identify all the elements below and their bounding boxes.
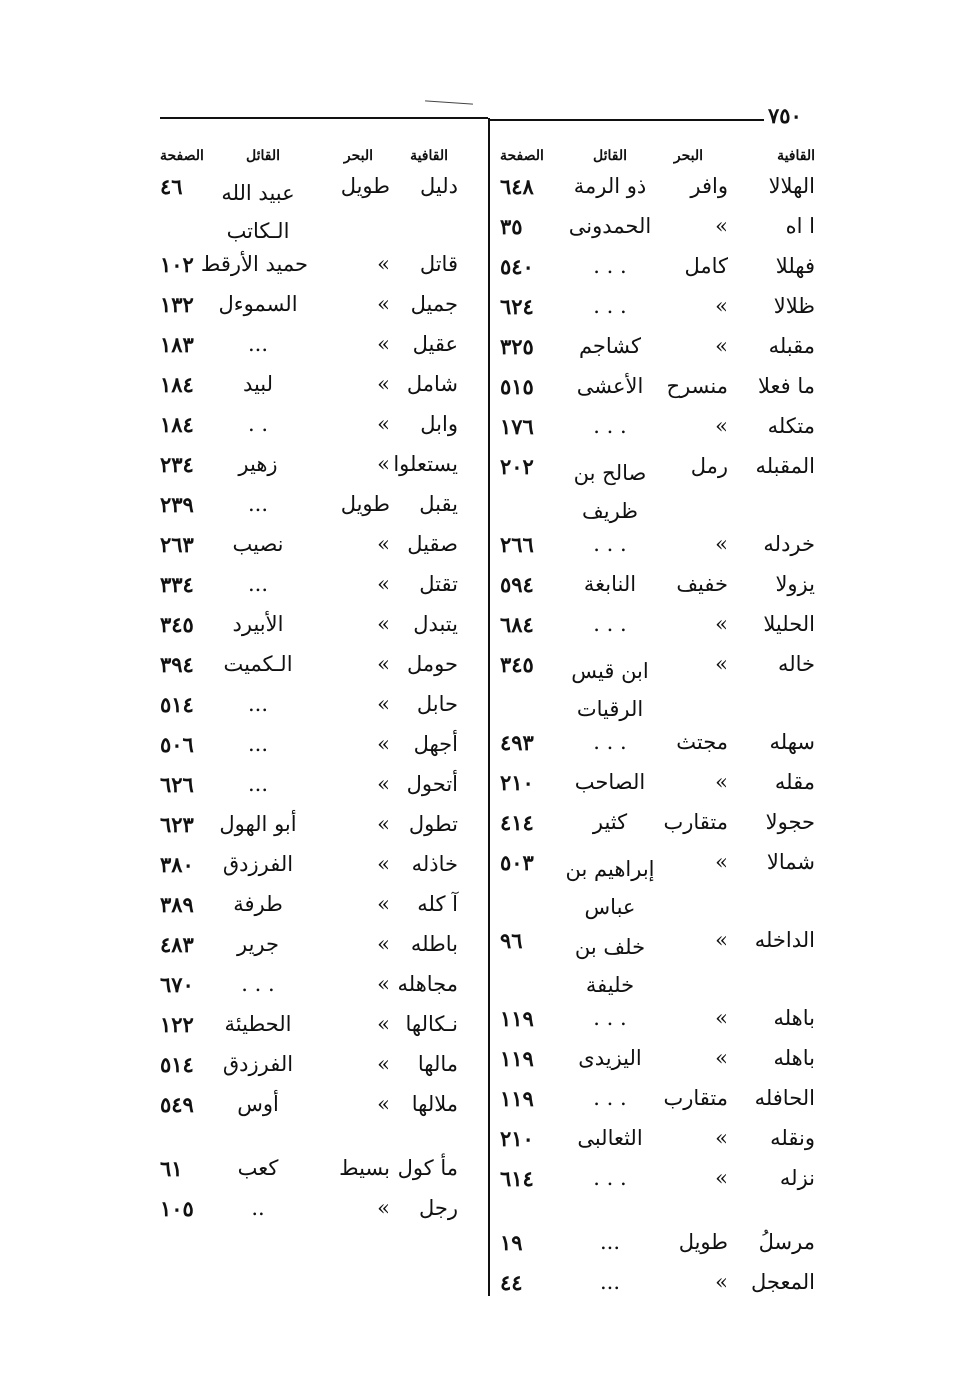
poet-cell: أوس <box>237 1092 279 1116</box>
meter-cell: » <box>715 214 728 238</box>
index-row <box>500 566 815 606</box>
index-row <box>160 366 478 406</box>
meter-cell: » <box>715 1166 728 1190</box>
poet-cell: جرير <box>237 932 279 956</box>
index-row <box>500 368 815 408</box>
index-row <box>160 1150 478 1190</box>
page-cell: ١٨٣ <box>160 332 194 357</box>
rhyme-cell: خاذله <box>411 852 458 876</box>
index-row <box>500 448 815 526</box>
poet-cell: اليزيدى <box>578 1046 642 1070</box>
rhyme-cell: نـكالها <box>405 1012 458 1036</box>
meter-cell: متقارب <box>663 810 728 834</box>
rhyme-cell: المقبله <box>755 454 815 478</box>
rhyme-cell: حابل <box>416 692 458 716</box>
page-cell: ٤٤ <box>500 1270 523 1295</box>
meter-cell: منسرح <box>666 374 728 398</box>
meter-cell: » <box>377 852 390 876</box>
index-row <box>500 408 815 448</box>
meter-cell: » <box>377 612 390 636</box>
meter-cell: » <box>715 414 728 438</box>
page-cell: ١١٩ <box>500 1086 534 1111</box>
poet-cell: . . . <box>241 972 275 996</box>
rhyme-cell: مقله <box>774 770 815 794</box>
poet-cell: ... <box>247 572 269 596</box>
page-cell: ١٢٢ <box>160 1012 194 1037</box>
page-cell: ٦٧٠ <box>160 972 194 997</box>
top-rule-mark <box>425 100 473 104</box>
poet-cell: ... <box>247 492 269 516</box>
index-row <box>500 328 815 368</box>
page-cell: ٥٤٠ <box>500 254 534 279</box>
page-cell: ٢٠٢ <box>500 454 534 479</box>
rhyme-cell: جميل <box>410 292 458 316</box>
index-row <box>500 208 815 248</box>
index-row <box>500 168 815 208</box>
index-row <box>160 766 478 806</box>
right-column-rows <box>500 168 815 1304</box>
meter-cell: وافر <box>690 174 728 198</box>
page-cell: ١١٩ <box>500 1046 534 1071</box>
left-column <box>160 142 478 1230</box>
meter-cell: » <box>715 294 728 318</box>
index-row <box>500 804 815 844</box>
meter-cell: » <box>377 452 390 476</box>
poet-cell: ... <box>247 332 269 356</box>
page-cell: ٦٨٤ <box>500 612 534 637</box>
page-cell: ٥٠٣ <box>500 850 534 875</box>
meter-cell: » <box>377 972 390 996</box>
index-row <box>160 886 478 926</box>
rhyme-cell: يتبدل <box>413 612 458 636</box>
meter-cell: » <box>715 652 728 676</box>
page-cell: ٣٩٤ <box>160 652 194 677</box>
rhyme-cell: ونقله <box>770 1126 815 1150</box>
meter-cell: » <box>377 1052 390 1076</box>
index-row <box>160 566 478 606</box>
index-row <box>160 806 478 846</box>
poet-cell: الأبيرد <box>232 612 284 636</box>
poet-cell: ... <box>247 732 269 756</box>
meter-cell: » <box>377 532 390 556</box>
page-cell: ٥١٤ <box>160 692 194 717</box>
poet-cell: كشاجم <box>578 334 642 358</box>
page-cell: ٣٤٥ <box>160 612 194 637</box>
rhyme-cell: سهله <box>769 730 815 754</box>
poet-cell: . . . <box>593 532 627 556</box>
meter-cell: » <box>377 572 390 596</box>
index-row <box>500 1120 815 1160</box>
poet-cell: ... <box>599 1230 621 1254</box>
rhyme-cell: أجهل <box>413 732 458 756</box>
page-cell: ٦٢٤ <box>500 294 534 319</box>
poet-cell: . . . <box>593 254 627 278</box>
meter-cell: متقارب <box>663 1086 728 1110</box>
poet-cell: الـكميت <box>223 652 293 676</box>
meter-cell: » <box>377 892 390 916</box>
rhyme-cell: ملالها <box>411 1092 458 1116</box>
page-cell: ١١٩ <box>500 1006 534 1031</box>
meter-cell: طويل <box>340 174 390 198</box>
poet-cell: الصاحب <box>574 770 646 794</box>
page-cell: ٥٠٦ <box>160 732 194 757</box>
poet-cell: زهير <box>238 452 278 476</box>
header-qail: القائل <box>592 148 627 164</box>
page-cell: ٤٦ <box>160 174 183 199</box>
header-qail: القائل <box>245 148 280 164</box>
index-row <box>160 606 478 646</box>
meter-cell: » <box>715 532 728 556</box>
index-row <box>160 926 478 966</box>
meter-cell: » <box>377 1012 390 1036</box>
poet-cell: ... <box>599 1270 621 1294</box>
index-row <box>160 286 478 326</box>
poet-cell: . . . <box>593 730 627 754</box>
rhyme-cell: ما فعلا <box>757 374 815 398</box>
page-cell: ٢٦٦ <box>500 532 534 557</box>
rhyme-cell: متكله <box>767 414 815 438</box>
index-row <box>160 1006 478 1046</box>
rhyme-cell: الهلالا <box>768 174 815 198</box>
meter-cell: مجتث <box>676 730 728 754</box>
rhyme-cell: حومل <box>407 652 458 676</box>
index-row <box>160 726 478 766</box>
rhyme-cell: وابل <box>420 412 458 436</box>
rhyme-cell: آ كله <box>417 892 458 916</box>
poet-cell: الثعالبى <box>577 1126 643 1150</box>
rhyme-cell: مأ كول <box>397 1156 458 1180</box>
header-bahr: البحر <box>673 148 703 164</box>
poet-cell: لبيد <box>242 372 274 396</box>
poet-cell: الأعشى <box>576 374 644 398</box>
page-number: ٧٥٠ <box>768 103 802 128</box>
index-row <box>160 1046 478 1086</box>
rhyme-cell: المعجل <box>751 1270 815 1294</box>
index-row <box>160 686 478 726</box>
rhyme-cell: باهله <box>773 1006 815 1030</box>
index-row <box>500 1224 815 1264</box>
poet-cell: . . . <box>593 1006 627 1030</box>
rhyme-cell: باهله <box>773 1046 815 1070</box>
rhyme-cell: تقتل <box>419 572 458 596</box>
rhyme-cell: الحافله <box>754 1086 815 1110</box>
poet-cell: طرفة <box>233 892 283 916</box>
poet-cell: الفرزدق <box>222 1052 294 1076</box>
page-cell: ٣٥ <box>500 214 523 239</box>
rhyme-cell: خردله <box>763 532 815 556</box>
rhyme-cell: الحليلا <box>763 612 815 636</box>
page-cell: ٦١ <box>160 1156 183 1181</box>
rhyme-cell: مرسلُ <box>758 1230 815 1254</box>
meter-cell: » <box>715 612 728 636</box>
right-column-header <box>500 142 815 168</box>
page-cell: ٣٤٥ <box>500 652 534 677</box>
left-column-rows <box>160 168 478 1230</box>
meter-cell: » <box>377 1092 390 1116</box>
rhyme-cell: شامل <box>406 372 458 396</box>
page-cell: ٥٤٩ <box>160 1092 194 1117</box>
index-row <box>500 606 815 646</box>
index-row <box>500 646 815 724</box>
rhyme-cell: رجل <box>418 1196 458 1220</box>
page-cell: ١٣٢ <box>160 292 194 317</box>
poet-cell: عبيد الله الـكاتب <box>221 181 295 243</box>
meter-cell: » <box>715 1046 728 1070</box>
meter-cell: » <box>377 732 390 756</box>
meter-cell: » <box>377 692 390 716</box>
meter-cell: » <box>377 1196 390 1220</box>
meter-cell: رمل <box>690 454 728 478</box>
poet-cell: ... <box>247 772 269 796</box>
index-row <box>500 1040 815 1080</box>
poet-cell: صالح بن ظريف <box>573 461 647 523</box>
page-cell: ١٨٤ <box>160 412 194 437</box>
page-cell: ١٨٤ <box>160 372 194 397</box>
page-cell: ٦١٤ <box>500 1166 534 1191</box>
page-cell: ٢٣٤ <box>160 452 194 477</box>
meter-cell: بسيط <box>339 1156 390 1180</box>
meter-cell: » <box>377 332 390 356</box>
meter-cell: » <box>715 1006 728 1030</box>
poet-cell: .. <box>251 1196 265 1220</box>
index-row <box>500 1000 815 1040</box>
rhyme-cell: الداخله <box>754 928 815 952</box>
rhyme-cell: قاتل <box>419 252 458 276</box>
rhyme-cell: يستعلوا <box>393 452 458 476</box>
meter-cell: كامل <box>684 254 728 278</box>
poet-cell: . . . <box>593 294 627 318</box>
meter-cell: » <box>377 652 390 676</box>
meter-cell: » <box>715 1270 728 1294</box>
page-cell: ١٠٢ <box>160 252 194 277</box>
page-cell: ٤١٤ <box>500 810 534 835</box>
page-cell: ٦٢٣ <box>160 812 194 837</box>
page-cell: ٤٩٣ <box>500 730 534 755</box>
rhyme-cell: يقبل <box>419 492 458 516</box>
page-cell: ٥١٤ <box>160 1052 194 1077</box>
meter-cell: طويل <box>340 492 390 516</box>
rhyme-cell: مالها <box>417 1052 458 1076</box>
meter-cell: » <box>377 252 390 276</box>
meter-cell: » <box>715 850 728 874</box>
poet-cell: ابن قيس الرقيات <box>571 659 649 721</box>
rhyme-cell: ا اه <box>785 214 815 238</box>
poet-cell: . . . <box>593 414 627 438</box>
header-safha: الصفحة <box>160 148 204 164</box>
page-cell: ٢١٠ <box>500 770 534 795</box>
poet-cell: الفرزدق <box>222 852 294 876</box>
meter-cell: » <box>715 1126 728 1150</box>
rhyme-cell: خاله <box>777 652 815 676</box>
rhyme-cell: حجولا <box>765 810 815 834</box>
rhyme-cell: مقبله <box>768 334 815 358</box>
page-cell: ٢٦٣ <box>160 532 194 557</box>
column-divider <box>488 118 490 1296</box>
index-row <box>500 1080 815 1120</box>
index-row <box>500 248 815 288</box>
index-row <box>160 526 478 566</box>
index-row <box>500 764 815 804</box>
meter-cell: » <box>715 928 728 952</box>
poet-cell: الحطيئة <box>224 1012 292 1036</box>
page-cell: ٣٨٩ <box>160 892 194 917</box>
poet-cell: كعب <box>237 1156 279 1180</box>
index-row <box>160 846 478 886</box>
index-row <box>160 1190 478 1230</box>
index-row <box>160 326 478 366</box>
index-row <box>160 168 478 246</box>
poet-cell: نصيب <box>232 532 284 556</box>
index-row <box>160 1086 478 1126</box>
page-cell: ٣٢٥ <box>500 334 534 359</box>
meter-cell: » <box>377 812 390 836</box>
left-column-header <box>160 142 478 168</box>
poet-cell: الحمدونى <box>568 214 652 238</box>
top-rule-left <box>160 117 488 119</box>
poet-cell: . . . <box>593 612 627 636</box>
index-row <box>160 246 478 286</box>
rhyme-cell: مجاهله <box>397 972 458 996</box>
poet-cell: النابغة <box>583 572 637 596</box>
header-qafiya: القافية <box>777 148 815 164</box>
index-row <box>500 922 815 1000</box>
rhyme-cell: صقيل <box>407 532 458 556</box>
meter-cell: » <box>715 770 728 794</box>
poet-cell: . . . <box>593 1166 627 1190</box>
poet-cell: خلف بن خليفة <box>574 935 646 997</box>
meter-cell: » <box>715 334 728 358</box>
header-bahr: البحر <box>343 148 373 164</box>
rhyme-cell: دليل <box>420 174 458 198</box>
index-row <box>160 646 478 686</box>
index-row <box>160 966 478 1006</box>
index-row <box>500 724 815 764</box>
rhyme-cell: شمالا <box>766 850 815 874</box>
meter-cell: » <box>377 292 390 316</box>
page-cell: ١٠٥ <box>160 1196 194 1221</box>
rhyme-cell: يزولا <box>775 572 815 596</box>
index-row <box>160 406 478 446</box>
poet-cell: . . <box>247 412 269 436</box>
page-cell: ٤٨٣ <box>160 932 194 957</box>
poet-cell: كثير <box>592 810 628 834</box>
page-cell: ٥١٥ <box>500 374 534 399</box>
page-cell: ٣٨٠ <box>160 852 194 877</box>
index-row <box>160 486 478 526</box>
rhyme-cell: ظلالا <box>773 294 815 318</box>
meter-cell: خفيف <box>676 572 728 596</box>
index-row <box>500 1160 815 1200</box>
poet-cell: إبراهيم بن عباس <box>565 857 655 919</box>
meter-cell: طويل <box>678 1230 728 1254</box>
poet-cell: . . . <box>593 1086 627 1110</box>
page-cell: ٢٣٩ <box>160 492 194 517</box>
page-cell: ٥٩٤ <box>500 572 534 597</box>
index-row <box>500 844 815 922</box>
page-cell: ٦٤٨ <box>500 174 534 199</box>
rhyme-cell: تطول <box>408 812 458 836</box>
header-qafiya: القافية <box>410 148 448 164</box>
rhyme-cell: نزله <box>779 1166 815 1190</box>
rhyme-cell: عقيل <box>412 332 458 356</box>
rhyme-cell: أتحول <box>406 772 458 796</box>
poet-cell: ذو الرمة <box>573 174 647 198</box>
index-row <box>500 526 815 566</box>
meter-cell: » <box>377 372 390 396</box>
header-safha: الصفحة <box>500 148 544 164</box>
meter-cell: » <box>377 932 390 956</box>
index-row <box>500 1264 815 1304</box>
poet-cell: حميد الأرقط <box>200 252 308 276</box>
page-cell: ٦٢٦ <box>160 772 194 797</box>
meter-cell: » <box>377 412 390 436</box>
page-cell: ١٩ <box>500 1230 523 1255</box>
poet-cell: ... <box>247 692 269 716</box>
poet-cell: السموءل <box>218 292 298 316</box>
page-cell: ٣٣٤ <box>160 572 194 597</box>
rhyme-cell: باطله <box>410 932 458 956</box>
right-column <box>500 142 815 1304</box>
poet-cell: أبو الهول <box>219 812 297 836</box>
index-row <box>160 446 478 486</box>
page-cell: ٢١٠ <box>500 1126 534 1151</box>
top-rule-right <box>488 119 764 121</box>
rhyme-cell: فهللا <box>775 254 815 278</box>
page-cell: ٩٦ <box>500 928 523 953</box>
index-row <box>500 288 815 328</box>
page-cell: ١٧٦ <box>500 414 534 439</box>
meter-cell: » <box>377 772 390 796</box>
